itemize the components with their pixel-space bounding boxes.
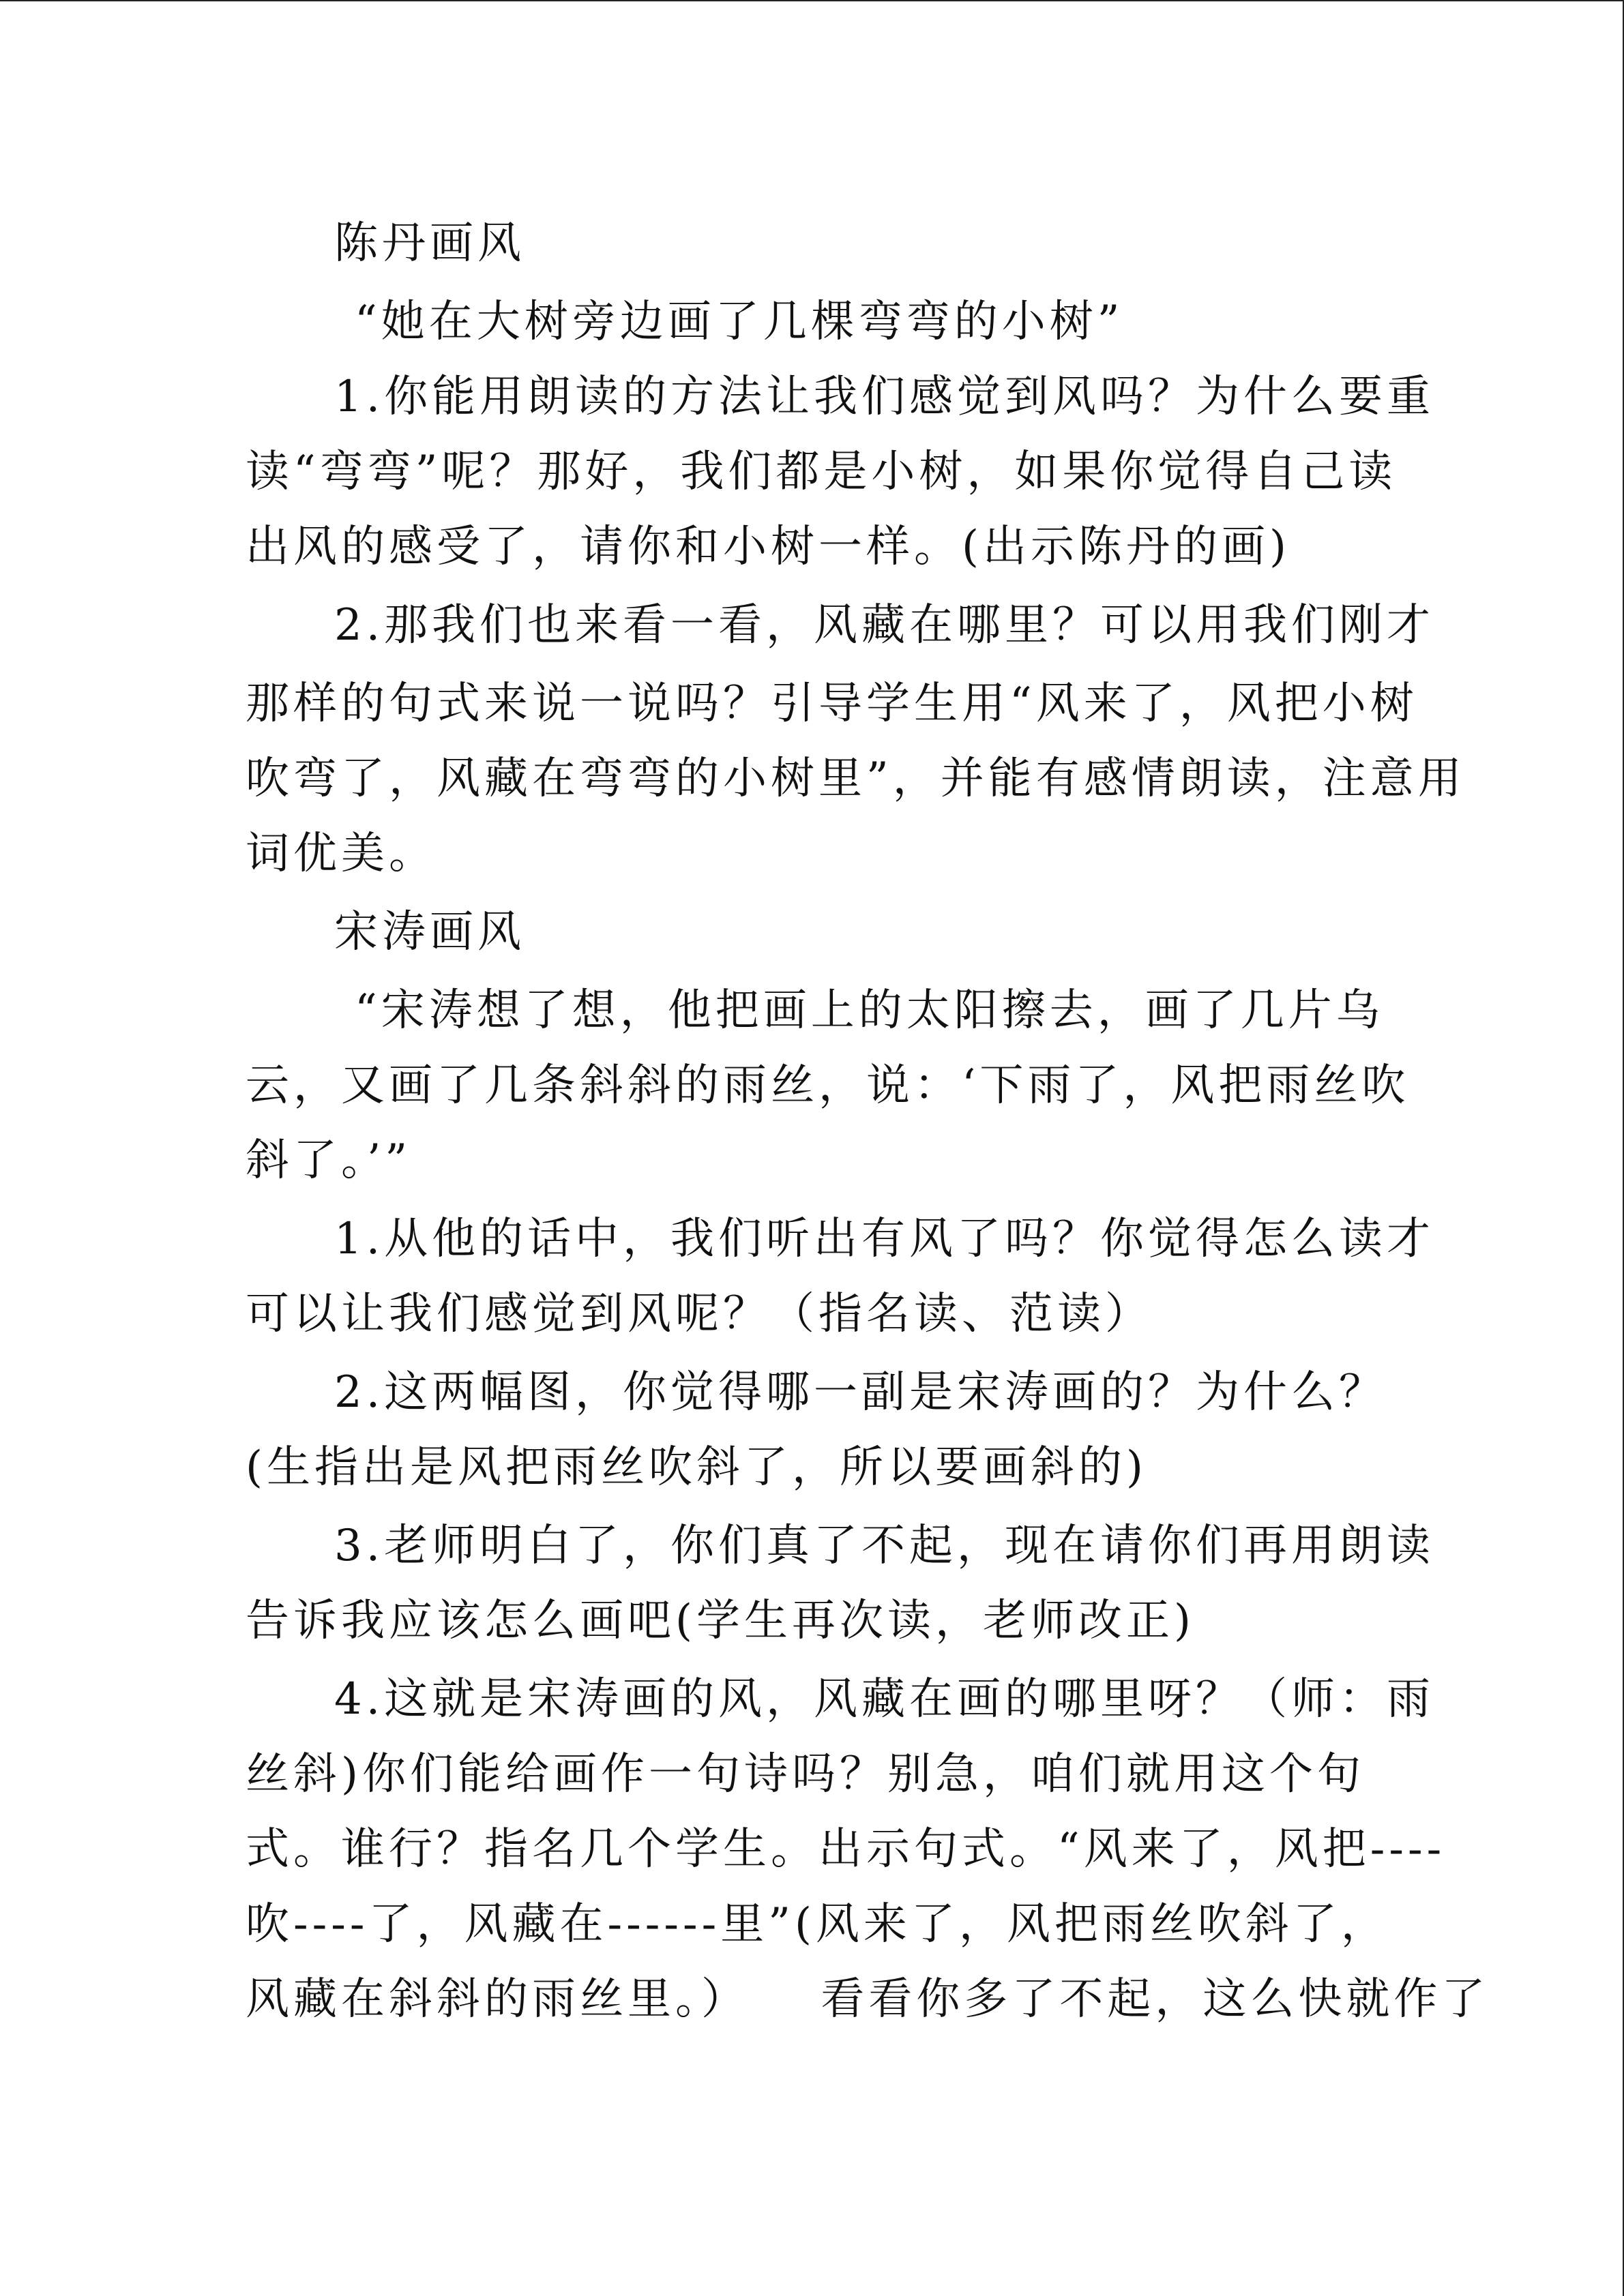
paragraph-line: 吹----了，风藏在------里”(风来了，风把雨丝吹斜了， — [246, 1899, 1389, 1950]
paragraph-line: 4.这就是宋涛画的风，风藏在画的哪里呀？（师：雨 — [334, 1674, 1435, 1725]
paragraph-line: (生指出是风把雨丝吹斜了，所以要画斜的) — [246, 1442, 1147, 1493]
section-heading-chendan: 陈丹画风 — [334, 218, 525, 269]
paragraph-line: 丝斜)你们能给画作一句诗吗？别急，咱们就用这个句 — [246, 1749, 1365, 1800]
paragraph-line: 1.你能用朗读的方法让我们感觉到风吗？为什么要重 — [334, 372, 1435, 422]
paragraph-line: 吹弯了，风藏在弯弯的小树里”，并能有感情朗读，注意用 — [246, 754, 1466, 804]
paragraph-line: 读“弯弯”呢？那好，我们都是小树，如果你觉得自己读 — [246, 447, 1397, 497]
paragraph-line: 2.那我们也来看一看，风藏在哪里？可以用我们刚才 — [334, 600, 1435, 651]
paragraph-line: 3.老师明白了，你们真了不起，现在请你们再用朗读 — [334, 1521, 1435, 1571]
paragraph-line: 那样的句式来说一说吗？引导学生用“风来了，风把小树 — [246, 679, 1418, 729]
quote-line: 斜了。’” — [246, 1135, 412, 1186]
section-heading-songtao: 宋涛画风 — [334, 907, 525, 957]
quote-line: “宋涛想了想，他把画上的太阳擦去，画了几片乌 — [355, 985, 1384, 1036]
paragraph-line: 告诉我应该怎么画吧(学生再次读，老师改正) — [246, 1596, 1195, 1646]
paragraph-line: 1.从他的话中，我们听出有风了吗？你觉得怎么读才 — [334, 1214, 1435, 1264]
paragraph-line: 2.这两幅图，你觉得哪一副是宋涛画的？为什么？ — [334, 1367, 1387, 1418]
paragraph-line: 式。谁行？指名几个学生。出示句式。“风来了，风把---- — [246, 1824, 1446, 1875]
paragraph-line: 词优美。 — [246, 829, 437, 879]
quote-line: 云，又画了几条斜斜的雨丝，说：‘下雨了，风把雨丝吹 — [246, 1060, 1410, 1111]
paragraph-line: 出风的感受了，请你和小树一样。(出示陈丹的画) — [246, 522, 1290, 572]
quote-line: “她在大树旁边画了几棵弯弯的小树” — [355, 297, 1124, 347]
paragraph-line: 风藏在斜斜的雨丝里。） 看看你多了不起，这么快就作了 — [246, 1974, 1490, 2025]
paragraph-line: 可以让我们感觉到风呢？（指名读、范读） — [246, 1289, 1153, 1339]
